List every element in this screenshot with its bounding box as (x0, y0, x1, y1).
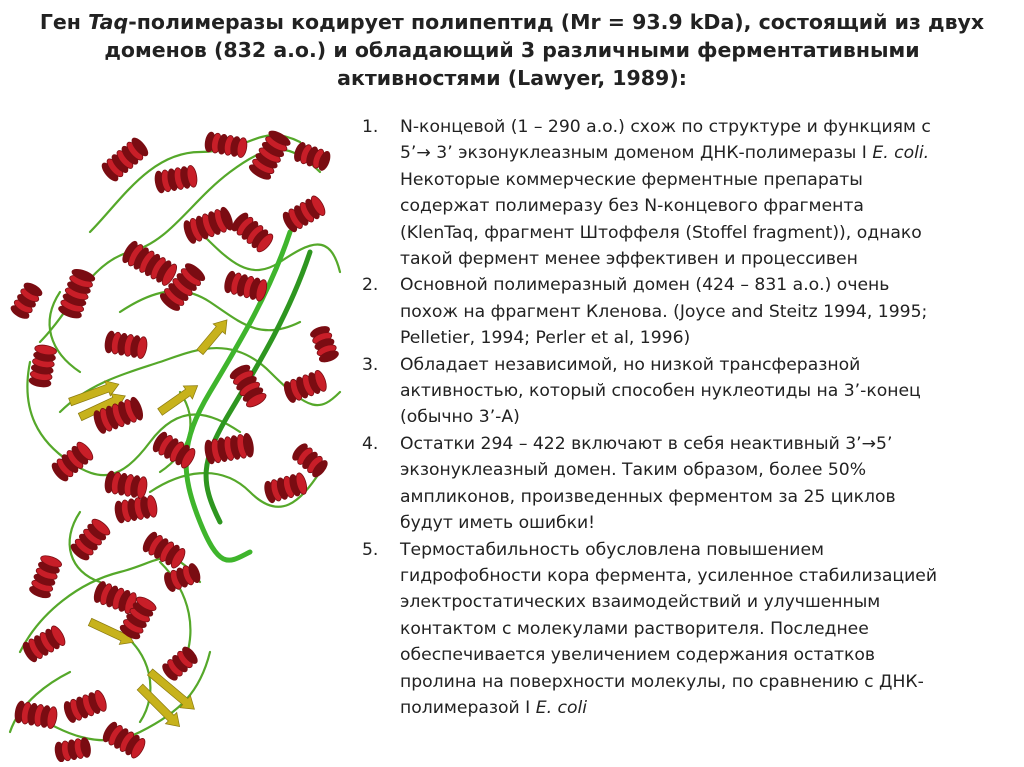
item-number: 5. (362, 539, 379, 560)
title-part2: -полимеразы кодирует полипептид (Mr = 93.9 kDa), состоящий из двух (128, 10, 985, 34)
item-number: 3. (362, 354, 379, 375)
title-line3: активностями (Lawyer, 1989): (337, 66, 687, 90)
item-number: 2. (362, 275, 379, 296)
protein-structure-icon (0, 112, 360, 762)
list-item: 3. Обладает независимой, но низкой трансферазной активностью, который способен нуклеотиды на 3’-конец (обычно 3’-А) (356, 352, 1016, 431)
activity-list (356, 114, 1016, 721)
title-taq: Taq (88, 10, 129, 34)
list-item: 5. Термостабильность обусловлена повышением гидрофобности кора фермента, усиленное стабилизацией электростатических взаимодействий и улучшенным контактом с молекулами растворителя. Последнее обеспечивается увеличением содержания остатков пролина на поверхности молекулы, по сравнению с ДНК- полимеразой I E. coli (356, 537, 1016, 722)
list-item: 4. Остатки 294 – 422 включают в себя неактивный 3’→5’ экзонуклеазный домен. Таким образом, более 50% ампликонов, произведенных ферментом за 25 циклов будут иметь ошибки! (356, 431, 1016, 537)
item-number: 4. (362, 433, 379, 454)
list-item: 1. N-концевой (1 – 290 а.о.) схож по структуре и функциям с 5’→ 3’ экзонуклеазным доменом ДНК-полимеразы I E. coli. Некоторые коммерческие ферментные препараты содержат полимеразу без N-концевого фрагмента (KlenTaq, фрагмент Штоффеля (Stoffel fragment)), однако такой фермент менее эффективен и процессивен (356, 114, 1016, 272)
item-number: 1. (362, 117, 379, 137)
title-line2: доменов (832 а.о.) и обладающий 3 различными ферментативными (104, 38, 920, 62)
title-part1: Ген (39, 10, 89, 34)
slide-title (8, 8, 1016, 92)
list-item: 2. Основной полимеразный домен (424 – 831 а.о.) очень похож на фрагмент Кленова. (Joyce and Steitz 1994, 1995; Pelletier, 1994; Perler et al, 1996) (356, 272, 1016, 351)
